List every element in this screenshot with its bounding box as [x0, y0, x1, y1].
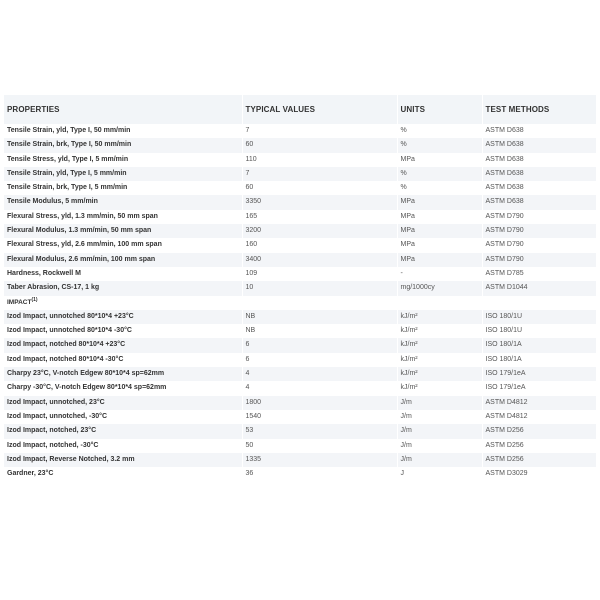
property-cell: Izod Impact, unnotched 80*10*4 -30°C	[4, 324, 242, 338]
value-cell: 109	[242, 267, 397, 281]
property-cell: Izod Impact, notched 80*10*4 -30°C	[4, 353, 242, 367]
value-cell: 1335	[242, 453, 397, 467]
unit-cell: MPa	[397, 238, 482, 252]
table-header	[4, 95, 596, 124]
property-cell: Tensile Strain, yld, Type I, 5 mm/min	[4, 167, 242, 181]
property-cell: Gardner, 23°C	[4, 467, 242, 481]
method-cell: ASTM D790	[482, 238, 596, 252]
table-row	[4, 453, 596, 467]
value-cell: 110	[242, 153, 397, 167]
property-cell: Tensile Stress, yld, Type I, 5 mm/min	[4, 153, 242, 167]
value-cell: 53	[242, 424, 397, 438]
method-cell: ASTM D638	[482, 138, 596, 152]
value-cell: NB	[242, 324, 397, 338]
table-row	[4, 396, 596, 410]
header-typical-values: TYPICAL VALUES	[242, 95, 397, 124]
table-row	[4, 310, 596, 324]
table-body	[4, 124, 596, 481]
value-cell: 10	[242, 281, 397, 295]
property-cell: Izod Impact, notched, 23°C	[4, 424, 242, 438]
method-cell: ASTM D638	[482, 124, 596, 138]
table-row	[4, 381, 596, 395]
header-units: UNITS	[397, 95, 482, 124]
table-row	[4, 238, 596, 252]
property-cell: Flexural Modulus, 2.6 mm/min, 100 mm span	[4, 253, 242, 267]
value-cell: 60	[242, 181, 397, 195]
method-cell: ASTM D638	[482, 181, 596, 195]
table-row	[4, 167, 596, 181]
value-cell: 6	[242, 338, 397, 352]
property-cell: Izod Impact, unnotched 80*10*4 +23°C	[4, 310, 242, 324]
method-cell: ASTM D256	[482, 453, 596, 467]
value-cell: 60	[242, 138, 397, 152]
unit-cell: kJ/m²	[397, 381, 482, 395]
unit-cell: %	[397, 167, 482, 181]
properties-table-container	[4, 95, 596, 481]
table-row	[4, 324, 596, 338]
table-row	[4, 153, 596, 167]
property-cell: Charpy 23°C, V-notch Edgew 80*10*4 sp=62mm	[4, 367, 242, 381]
property-cell: Tensile Modulus, 5 mm/min	[4, 195, 242, 209]
method-cell: ASTM D790	[482, 210, 596, 224]
method-cell: ASTM D256	[482, 424, 596, 438]
property-cell: Flexural Stress, yld, 2.6 mm/min, 100 mm span	[4, 238, 242, 252]
value-cell: 4	[242, 367, 397, 381]
unit-cell: MPa	[397, 224, 482, 238]
method-cell: ASTM D3029	[482, 467, 596, 481]
value-cell: 3400	[242, 253, 397, 267]
table-row	[4, 439, 596, 453]
unit-cell: -	[397, 267, 482, 281]
table-row	[4, 253, 596, 267]
method-cell: ISO 180/1A	[482, 338, 596, 352]
property-cell: Tensile Strain, brk, Type I, 50 mm/min	[4, 138, 242, 152]
property-cell: Izod Impact, notched, -30°C	[4, 439, 242, 453]
method-cell: ASTM D638	[482, 195, 596, 209]
section-row	[4, 296, 596, 310]
unit-cell: %	[397, 181, 482, 195]
value-cell: 1540	[242, 410, 397, 424]
method-cell: ASTM D256	[482, 439, 596, 453]
unit-cell: %	[397, 124, 482, 138]
table-row	[4, 410, 596, 424]
method-cell: ASTM D4812	[482, 410, 596, 424]
value-cell: 3350	[242, 195, 397, 209]
property-cell: Tensile Strain, yld, Type I, 50 mm/min	[4, 124, 242, 138]
value-cell: 50	[242, 439, 397, 453]
method-cell: ASTM D1044	[482, 281, 596, 295]
method-cell: ASTM D785	[482, 267, 596, 281]
method-cell: ASTM D4812	[482, 396, 596, 410]
method-cell: ASTM D790	[482, 253, 596, 267]
method-cell: ASTM D790	[482, 224, 596, 238]
property-cell: Taber Abrasion, CS-17, 1 kg	[4, 281, 242, 295]
value-cell: 1800	[242, 396, 397, 410]
unit-cell: kJ/m²	[397, 338, 482, 352]
header-test-methods: TEST METHODS	[482, 95, 596, 124]
table-row	[4, 181, 596, 195]
table-row	[4, 267, 596, 281]
unit-cell: MPa	[397, 210, 482, 224]
value-cell: 36	[242, 467, 397, 481]
property-cell: Tensile Strain, brk, Type I, 5 mm/min	[4, 181, 242, 195]
header-row	[4, 95, 596, 124]
unit-cell: J/m	[397, 453, 482, 467]
unit-cell: MPa	[397, 195, 482, 209]
property-cell: Izod Impact, notched 80*10*4 +23°C	[4, 338, 242, 352]
table-row	[4, 353, 596, 367]
unit-cell: J/m	[397, 424, 482, 438]
unit-cell: mg/1000cy	[397, 281, 482, 295]
table-row	[4, 195, 596, 209]
section-title: IMPACT	[7, 298, 32, 306]
section-label	[4, 296, 596, 310]
table-row	[4, 210, 596, 224]
value-cell: 160	[242, 238, 397, 252]
method-cell: ISO 180/1U	[482, 310, 596, 324]
header-properties: PROPERTIES	[4, 95, 242, 124]
unit-cell: kJ/m²	[397, 367, 482, 381]
value-cell: 7	[242, 124, 397, 138]
unit-cell: %	[397, 138, 482, 152]
section-footnote: (1)	[31, 296, 38, 303]
property-cell: Flexural Stress, yld, 1.3 mm/min, 50 mm span	[4, 210, 242, 224]
table-row	[4, 367, 596, 381]
method-cell: ASTM D638	[482, 167, 596, 181]
method-cell: ISO 179/1eA	[482, 367, 596, 381]
value-cell: 7	[242, 167, 397, 181]
table-row	[4, 224, 596, 238]
property-cell: Izod Impact, unnotched, 23°C	[4, 396, 242, 410]
unit-cell: kJ/m²	[397, 353, 482, 367]
value-cell: 3200	[242, 224, 397, 238]
value-cell: 165	[242, 210, 397, 224]
unit-cell: J	[397, 467, 482, 481]
properties-table	[4, 95, 597, 481]
unit-cell: kJ/m²	[397, 324, 482, 338]
method-cell: ISO 180/1U	[482, 324, 596, 338]
property-cell: Izod Impact, unnotched, -30°C	[4, 410, 242, 424]
table-row	[4, 281, 596, 295]
value-cell: 4	[242, 381, 397, 395]
unit-cell: J/m	[397, 439, 482, 453]
table-row	[4, 138, 596, 152]
property-cell: Charpy -30°C, V-notch Edgew 80*10*4 sp=62mm	[4, 381, 242, 395]
method-cell: ISO 180/1A	[482, 353, 596, 367]
value-cell: NB	[242, 310, 397, 324]
unit-cell: J/m	[397, 396, 482, 410]
table-row	[4, 338, 596, 352]
property-cell: Izod Impact, Reverse Notched, 3.2 mm	[4, 453, 242, 467]
value-cell: 6	[242, 353, 397, 367]
unit-cell: MPa	[397, 253, 482, 267]
method-cell: ASTM D638	[482, 153, 596, 167]
table-row	[4, 424, 596, 438]
property-cell: Hardness, Rockwell M	[4, 267, 242, 281]
unit-cell: kJ/m²	[397, 310, 482, 324]
property-cell: Flexural Modulus, 1.3 mm/min, 50 mm span	[4, 224, 242, 238]
table-row	[4, 124, 596, 138]
method-cell: ISO 179/1eA	[482, 381, 596, 395]
unit-cell: MPa	[397, 153, 482, 167]
unit-cell: J/m	[397, 410, 482, 424]
table-row	[4, 467, 596, 481]
